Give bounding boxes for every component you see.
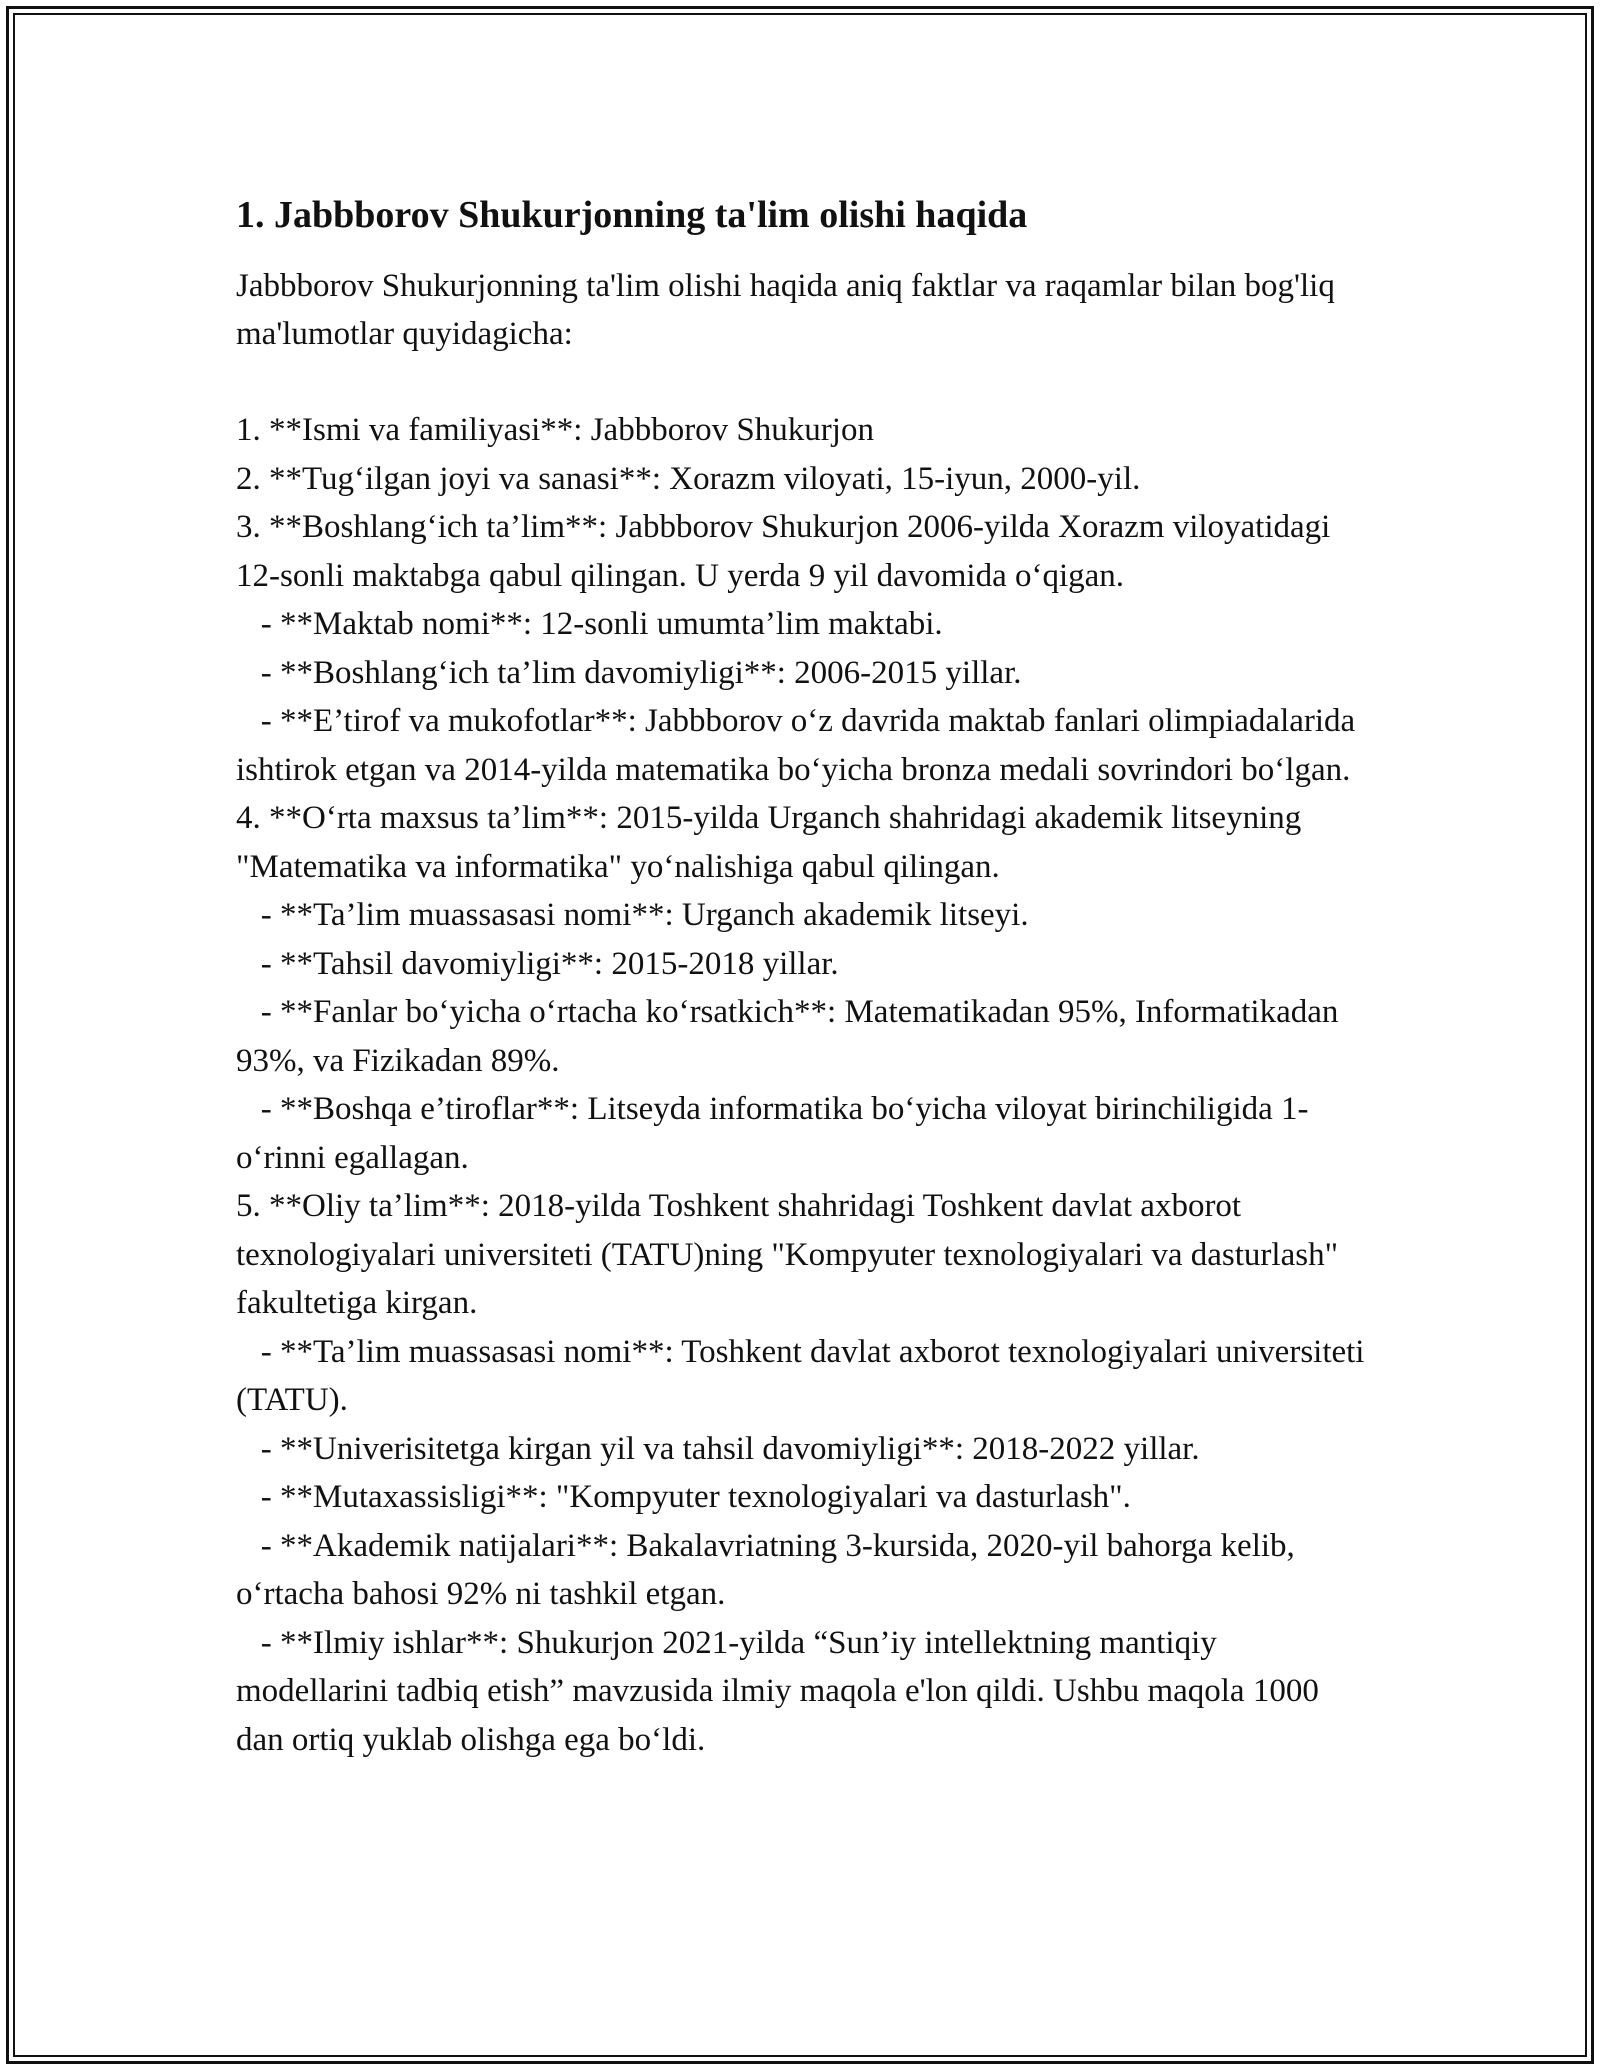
sub-list-item: - **Akademik natijalari**: Bakalavriatning 3-kursida, 2020-yil bahorga kelib, o‘rtacha bahosi 92% ni tashkil etgan. (236, 1527, 1304, 1612)
list-item: 2. **Tug‘ilgan joyi va sanasi**: Xorazm viloyati, 15-iyun, 2000-yil. (236, 460, 1141, 497)
document-body (236, 190, 1373, 1764)
list-item: 4. **O‘rta maxsus ta’lim**: 2015-yilda Urganch shahridagi akademik litseyning "Matematika va informatika" yo‘nalishiga qabul qilingan. (236, 800, 1310, 885)
sub-list-item: - **Ta’lim muassasasi nomi**: Toshkent davlat axborot texnologiyalari universiteti (TATU). (236, 1333, 1373, 1418)
document-title: 1. Jabbborov Shukurjonning ta'lim olishi haqida (236, 194, 1028, 236)
list-item: 3. **Boshlang‘ich ta’lim**: Jabbborov Shukurjon 2006-yilda Xorazm viloyatidagi 12-sonli maktabga qabul qilingan. U yerda 9 yil davomida o‘qigan. (236, 509, 1339, 594)
sub-list-item: - **Maktab nomi**: 12-sonli umumta’lim maktabi. (236, 606, 943, 642)
sub-list-item: - **Tahsil davomiyligi**: 2015-2018 yillar. (236, 945, 839, 982)
sub-list-item: - **Ta’lim muassasasi nomi**: Urganch akademik litseyi. (236, 897, 1029, 933)
sub-list-item: - **E’tirof va mukofotlar**: Jabbborov o‘z davrida maktab fanlari olimpiadalarida ishtirok etgan va 2014-yilda matematika bo‘yicha bronza medali sovrindori bo‘lgan. (236, 703, 1364, 788)
sub-list-item: - **Univerisitetga kirgan yil va tahsil davomiyligi**: 2018-2022 yillar. (236, 1430, 1200, 1467)
intro-paragraph: Jabbborov Shukurjonning ta'lim olishi haqida aniq faktlar va raqamlar bilan bog'liq ma'lumotlar quyidagicha: (236, 268, 1335, 352)
sub-list-item: - **Fanlar bo‘yicha o‘rtacha ko‘rsatkich**: Matematikadan 95%, Informatikadan 93%, va Fizikadan 89%. (236, 994, 1347, 1079)
sub-list-item: - **Boshqa e’tiroflar**: Litseyda informatika bo‘yicha viloyat birinchiligida 1-o‘rinni egallagan. (236, 1091, 1309, 1176)
list-item: 1. **Ismi va familiyasi**: Jabbborov Shukurjon (236, 412, 874, 448)
list-item: 5. **Oliy ta’lim**: 2018-yilda Toshkent shahridagi Toshkent davlat axborot texnologiyalari universiteti (TATU)ning "Kompyuter texnologiyalari va dasturlash" fakultetiga kirgan. (236, 1188, 1347, 1321)
sub-list-item: - **Mutaxassisligi**: "Kompyuter texnologiyalari va dasturlash". (236, 1479, 1131, 1515)
sub-list-item: - **Ilmiy ishlar**: Shukurjon 2021-yilda “Sun’iy intellektning mantiqiy modellarini tadbiq etish” mavzusida ilmiy maqola e'lon qildi. Ushbu maqola 1000 dan ortiq yuklab olishga ega bo‘ldi. (236, 1624, 1328, 1758)
item-list (236, 406, 1373, 1764)
sub-list-item: - **Boshlang‘ich ta’lim davomiyligi**: 2006-2015 yillar. (236, 654, 1022, 691)
